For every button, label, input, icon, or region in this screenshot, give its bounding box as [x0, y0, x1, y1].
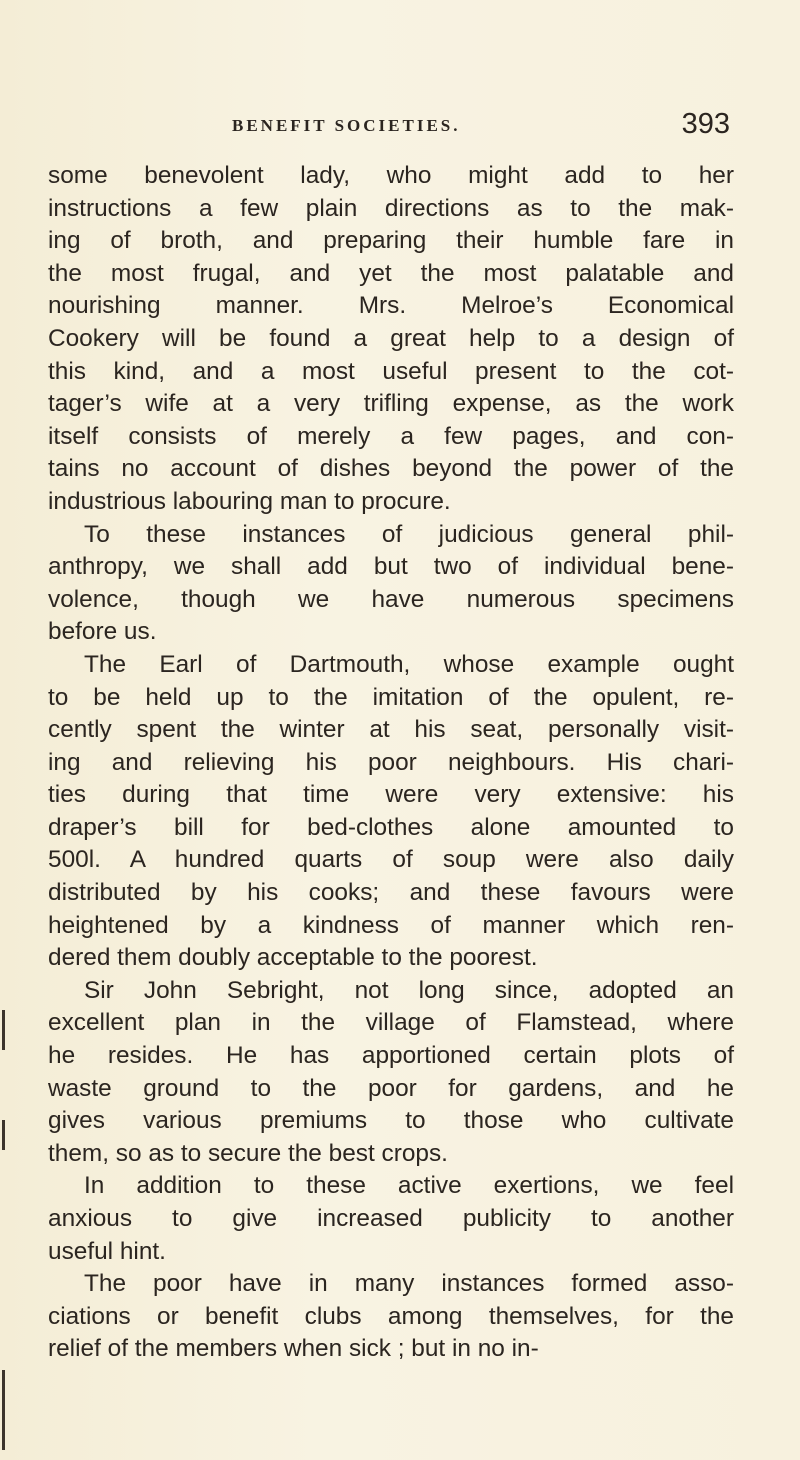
text-line: Sir John Sebright, not long since, adopted an — [84, 976, 734, 1004]
text-line: heightened by a kindness of manner which ren- — [48, 911, 734, 939]
text-line: anxious to give increased publicity to another — [48, 1205, 734, 1232]
text-line: draper’s bill for bed-clothes alone amounted to — [48, 813, 734, 841]
text-line: this kind, and a most useful present to the cot- — [48, 357, 734, 385]
text-line: the most frugal, and yet the most palatable and — [48, 259, 734, 287]
text-line: tains no account of dishes beyond the power of the — [48, 455, 734, 483]
text-line: he resides. He has apportioned certain plots of — [48, 1042, 734, 1070]
text-line: The poor have in many instances formed asso- — [84, 1270, 734, 1298]
text-line: before us. — [48, 618, 157, 646]
page-edge-shadow — [2, 1370, 5, 1450]
text-line: ciations or benefit clubs among themselves, for the — [48, 1302, 734, 1330]
body-text — [48, 160, 734, 1366]
text-line: ing of broth, and preparing their humble fare in — [48, 227, 734, 255]
text-line: ties during that time were very extensive: his — [48, 781, 734, 809]
text-line: to be held up to the imitation of the opulent, re- — [48, 683, 734, 711]
page-number: 393 — [681, 108, 730, 140]
text-line: relief of the members when sick ; but in no in- — [48, 1335, 539, 1363]
text-line: In addition to these active exertions, we feel — [84, 1172, 734, 1200]
text-line: instructions a few plain directions as to the mak- — [48, 194, 734, 222]
page-edge-shadow — [2, 1120, 5, 1150]
text-line: The Earl of Dartmouth, whose example ought — [84, 650, 734, 678]
text-line: them, so as to secure the best crops. — [48, 1139, 448, 1167]
text-line: Cookery will be found a great help to a design of — [48, 324, 734, 352]
text-line: nourishing manner. Mrs. Melroe’s Economical — [48, 292, 734, 320]
text-line: itself consists of merely a few pages, and con- — [48, 422, 734, 450]
running-head — [0, 108, 800, 146]
text-line: dered them doubly acceptable to the poorest. — [48, 944, 538, 972]
running-title: BENEFIT SOCIETIES. — [232, 116, 461, 135]
text-line: To these instances of judicious general phil- — [84, 520, 734, 548]
text-line: waste ground to the poor for gardens, and he — [48, 1074, 734, 1102]
text-line: ing and relieving his poor neighbours. His chari- — [48, 748, 734, 776]
page-edge-shadow — [2, 1010, 5, 1050]
text-line: gives various premiums to those who cultivate — [48, 1107, 734, 1135]
text-line: excellent plan in the village of Flamstead, where — [48, 1009, 734, 1037]
text-line: industrious labouring man to procure. — [48, 487, 451, 515]
text-line: 500l. A hundred quarts of soup were also daily — [48, 846, 734, 874]
text-line: tager’s wife at a very trifling expense, as the work — [48, 390, 734, 418]
text-line: volence, though we have numerous specimens — [48, 585, 734, 613]
text-line: some benevolent lady, who might add to her — [48, 162, 734, 189]
text-line: distributed by his cooks; and these favours were — [48, 879, 734, 907]
text-line: anthropy, we shall add but two of individual bene- — [48, 553, 734, 581]
text-line: useful hint. — [48, 1237, 166, 1265]
text-line: cently spent the winter at his seat, personally visit- — [48, 716, 734, 744]
